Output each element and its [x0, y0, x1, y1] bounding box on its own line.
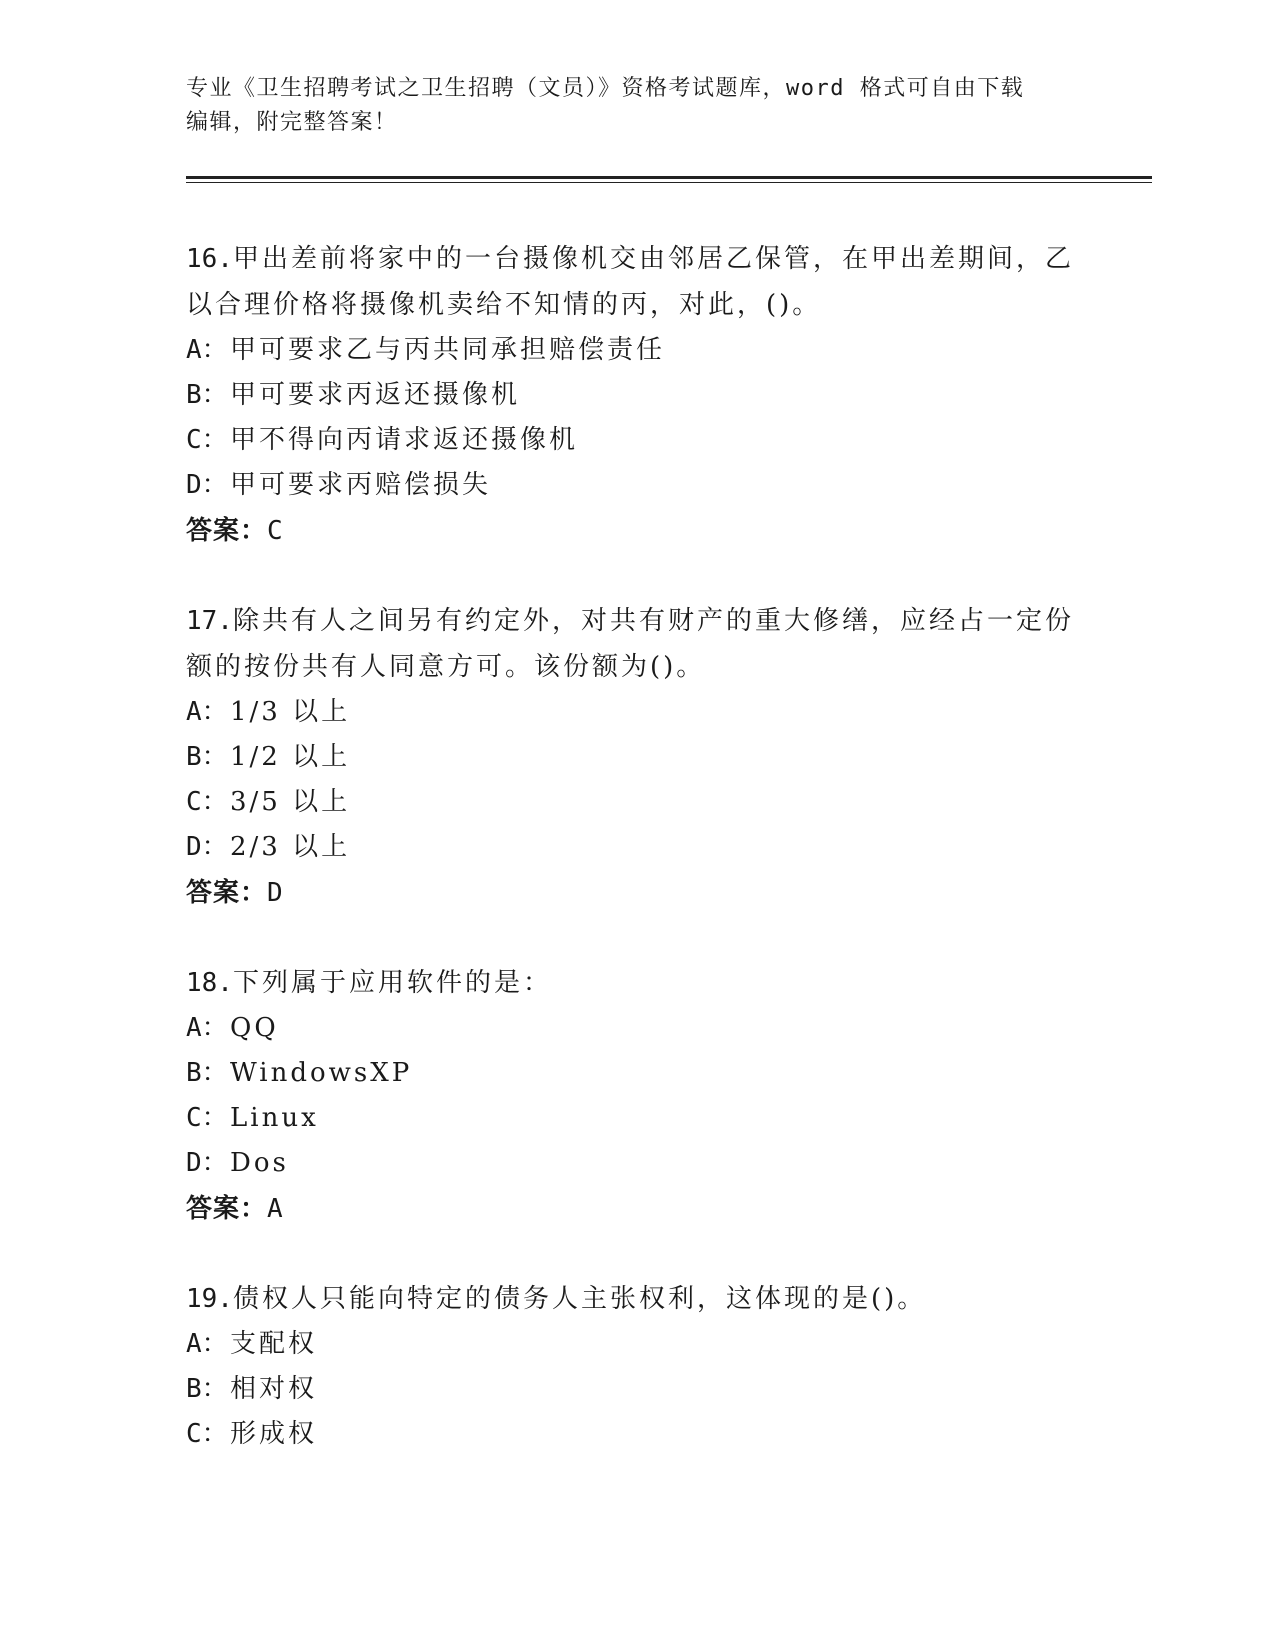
question-stem [186, 598, 1086, 644]
option-text: 相对权 [230, 1374, 318, 1404]
question-stem-line-1: 下列属于应用软件的是： [232, 968, 552, 998]
option-a [186, 1322, 1086, 1367]
option-key: A： [186, 697, 228, 727]
question-16 [186, 236, 1086, 554]
option-text: 1/3 以上 [230, 697, 351, 727]
answer-value: D [267, 878, 284, 908]
option-text: 甲不得向丙请求返还摄像机 [230, 425, 579, 455]
option-c [186, 1096, 1086, 1141]
question-stem-line-2: 额的按份共有人同意方可。该份额为()。 [186, 652, 706, 682]
answer-line [186, 870, 1086, 916]
header-divider-thick [186, 176, 1152, 179]
question-17 [186, 598, 1086, 916]
option-key: C： [186, 787, 228, 817]
answer-line [186, 1186, 1086, 1232]
option-c [186, 1412, 1086, 1457]
option-key: C： [186, 425, 228, 455]
option-a [186, 1006, 1086, 1051]
option-d [186, 463, 1086, 508]
question-stem-line-1: 除共有人之间另有约定外，对共有财产的重大修缮，应经占一定份 [232, 606, 1074, 636]
question-stem [186, 960, 1086, 1006]
option-key: B： [186, 380, 228, 410]
option-key: D： [186, 470, 228, 500]
question-stem-line-1: 甲出差前将家中的一台摄像机交由邻居乙保管，在甲出差期间，乙 [232, 244, 1074, 274]
option-text: 2/3 以上 [230, 832, 351, 862]
answer-label: 答案： [186, 878, 268, 908]
option-key: A： [186, 1013, 228, 1043]
document-header [186, 72, 1066, 140]
option-d [186, 825, 1086, 870]
option-b [186, 735, 1086, 780]
option-key: A： [186, 1329, 228, 1359]
option-a [186, 690, 1086, 735]
question-stem-line-1: 债权人只能向特定的债务人主张权利，这体现的是()。 [232, 1284, 927, 1314]
option-text: 甲可要求丙返还摄像机 [230, 380, 521, 410]
option-key: D： [186, 832, 228, 862]
question-stem [186, 236, 1086, 282]
question-18 [186, 960, 1086, 1232]
option-text: 甲可要求丙赔偿损失 [230, 470, 492, 500]
option-key: B： [186, 742, 228, 772]
option-key: D： [186, 1148, 228, 1178]
option-key: B： [186, 1058, 228, 1088]
question-number: 19. [186, 1284, 233, 1314]
option-text: 支配权 [230, 1329, 318, 1359]
option-key: A： [186, 335, 228, 365]
option-b [186, 1051, 1086, 1096]
question-list [186, 236, 1086, 1501]
option-text: 3/5 以上 [230, 787, 351, 817]
header-line-1: 专业《卫生招聘考试之卫生招聘（文员）》资格考试题库，word 格式可自由下载 [186, 76, 1025, 101]
option-text: 1/2 以上 [230, 742, 351, 772]
answer-label: 答案： [186, 516, 268, 546]
question-stem [186, 1276, 1086, 1322]
header-divider-thin [186, 182, 1152, 183]
option-key: C： [186, 1103, 228, 1133]
option-text: QQ [230, 1013, 279, 1043]
question-number: 17. [186, 606, 233, 636]
answer-label: 答案： [186, 1194, 268, 1224]
option-c [186, 418, 1086, 463]
option-b [186, 1367, 1086, 1412]
question-19 [186, 1276, 1086, 1457]
option-key: C： [186, 1419, 228, 1449]
option-b [186, 373, 1086, 418]
header-line-2: 编辑，附完整答案！ [186, 110, 398, 135]
answer-value: A [267, 1194, 284, 1224]
option-a [186, 328, 1086, 373]
question-number: 18. [186, 968, 233, 998]
option-d [186, 1141, 1086, 1186]
option-text: 甲可要求乙与丙共同承担赔偿责任 [230, 335, 666, 365]
option-text: Linux [230, 1103, 319, 1133]
option-key: B： [186, 1374, 228, 1404]
answer-line [186, 508, 1086, 554]
question-number: 16. [186, 244, 233, 274]
question-stem-line-2: 以合理价格将摄像机卖给不知情的丙，对此，()。 [186, 290, 822, 320]
option-text: Dos [230, 1148, 289, 1178]
option-text: 形成权 [230, 1419, 318, 1449]
answer-value: C [267, 516, 284, 546]
option-text: WindowsXP [230, 1058, 413, 1088]
option-c [186, 780, 1086, 825]
